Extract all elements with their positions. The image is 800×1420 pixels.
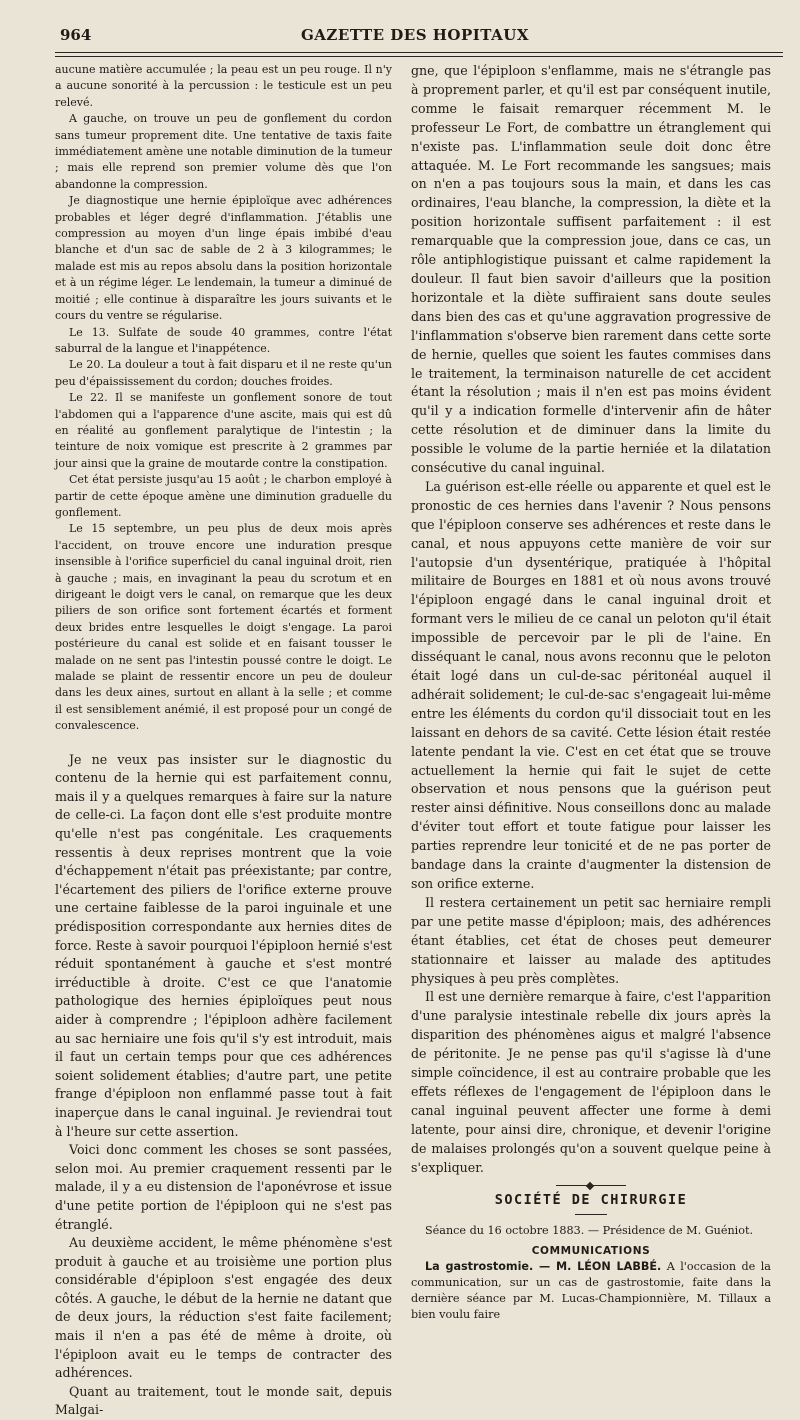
- commentary-paragraph: La guérison est-elle réelle ou apparente et quel est le pronostic de ces hernies dans l'avenir ? Nous pensons que l'épiploon conserve ses adhérences et reste dans le canal, et nous appuyons cette manière de voir sur l'autopsie d'un dysentérique, pratiquée à l'hôpital militaire de Bourges en 1881 et où nous avons trouvé l'épiploon engagé dans le canal inguinal droit et formant vers le milieu de ce canal un peloton qu'il était impossible de percevoir par le pli de l'aine. En disséquant le canal, nous avons reconnu que le peloton était logé dans un cul-de-sac péritonéal auquel il adhérait solidement; le cul-de-sac s'engageait lui-même entre les éléments du cordon qu'il dissociait tout en les laissant en dehors de sa cavité. Cette lésion était restée latente pendant la vie. C'est en cet état que se trouve actuellement la hernie qui fait le sujet de cette observation et nous pensons que la guérison peut rester ainsi définitive. Nous conseillons donc au malade d'éviter tout effort et toute fatigue pour laisser les parties reprendre leur tonicité et de ne pas porter de bandage dans la crainte d'augmenter la distension de son orifice externe.: [411, 478, 771, 891]
- communications-heading: COMMUNICATIONS: [531, 1245, 651, 1258]
- running-title: GAZETTE DES HOPITAUX: [300, 26, 529, 44]
- case-paragraph: Je diagnostique une hernie épiploïque avec adhérences probables et léger degré d'inflammation. J'établis une compression au moyen d'un linge épais imbibé d'eau blanche et d'un sac de sable de 2 à 3 kilogrammes; le malade est mis au repos absolu dans la position horizontale et à un régime léger. Le lendemain, la tumeur a diminué de moitié ; elle continue à disparaître les jours suivants et le cours du ventre se régularise.: [55, 194, 392, 323]
- header-rule-top: [55, 52, 783, 53]
- case-paragraph: Cet état persiste jusqu'au 15 août ; le charbon employé à partir de cette époque amène une diminution graduelle du gonflement.: [55, 473, 392, 519]
- commentary-paragraph: Il restera certainement un petit sac herniaire rempli par une petite masse d'épiploon; mais, des adhérences étant établies, cet état de choses peut demeurer stationnaire et laisser au malade des aptitudes physiques à peu près complètes.: [411, 894, 771, 986]
- case-paragraph: aucune matière accumulée ; la peau est un peu rouge. Il n'y a aucune sonorité à la percussion : le testicule est un peu relevé.: [55, 63, 392, 109]
- society-title: SOCIÉTÉ DE CHIRURGIE: [494, 1192, 688, 1209]
- left-column: [55, 62, 392, 1420]
- commentary-paragraph: gne, que l'épiploon s'enflamme, mais ne s'étrangle pas à proprement parler, et qu'il est par conséquent inutile, comme le faisait remarquer récemment M. le professeur Le Fort, de combattre un étranglement qui n'existe pas. L'inflammation seule doit donc être attaquée. M. Le Fort recommande les sangsues; mais on n'en a pas toujours sous la main, et dans les cas ordinaires, l'eau blanche, la compression, la diète et la position horizontale suffisent parfaitement : il est remarquable que la compression joue, dans ce cas, un rôle antiphlogistique puissant et calme rapidement la douleur. Il faut bien savoir d'ailleurs que la position horizontale et la diète suffiraient sans doute seules dans bien des cas et qu'une aggravation progressive de l'inflammation s'observe bien rarement dans cette sorte de hernie, quelles que soient les fautes commises dans le traitement, la terminaison naturelle de cet accident étant la résolution ; mais il n'en est pas moins évident qu'il y a indication formelle d'intervenir afin de hâter cette résolution et de diminuer dans la limite du possible le volume de la partie herniée et la dilatation consécutive du canal inguinal.: [411, 63, 771, 476]
- communication-lead: La gastrostomie. — M. LÉON LABBÉ.: [425, 1260, 662, 1274]
- commentary-paragraph: Voici donc comment les choses se sont passées, selon moi. Au premier craquement ressenti par le malade, il y a eu distension de l'aponévrose et issue d'une petite portion de l'épiploon qui ne s'est pas étranglé.: [55, 1142, 392, 1232]
- commentary-paragraph: Au deuxième accident, le même phénomène s'est produit à gauche et au troisième une portion plus considérable d'épiploon s'est engagée des deux côtés. A gauche, le début de la hernie ne datant que de deux jours, la réduction s'est faite facilement; mais il n'en a pas été de même à droite, où l'épiploon avait eu le temps de contracter des adhérences.: [55, 1235, 392, 1381]
- commentary: [55, 751, 392, 1420]
- page-header: [55, 20, 775, 48]
- communication-text: A l'occasion de la communication, sur un cas de gastrostomie, faite dans la dernière séance par M. Lucas-Championnière, M. Tillaux a bien voulu faire: [411, 1260, 771, 1322]
- page-number: 964: [60, 26, 92, 44]
- header-rule-bottom: [55, 56, 783, 57]
- case-paragraph: Le 13. Sulfate de soude 40 grammes, contre l'état saburral de la langue et l'inappétence.: [55, 325, 392, 355]
- commentary-paragraph: Il est une dernière remarque à faire, c'est l'apparition d'une paralysie intestinale rebelle dix jours après la disparition des phénomènes aigus et malgré l'absence de péritonite. Je ne pense pas qu'il s'agisse là d'une simple coïncidence, il est au contraire probable que les effets réflexes de l'engagement de l'épiploon dans le canal inguinal peuvent affecter une forme à demi latente, pour ainsi dire, chronique, et devenir l'origine de malaises prolongés qu'on a souvent quelque peine à s'expliquer.: [411, 989, 771, 1175]
- commentary-continued: [411, 62, 771, 1177]
- section-separator: [556, 1185, 626, 1186]
- right-column: [411, 62, 771, 1323]
- title-rule: [575, 1214, 607, 1215]
- case-report: [55, 62, 392, 735]
- commentary-paragraph: Quant au traitement, tout le monde sait, depuis Malgai-: [55, 1383, 392, 1418]
- case-paragraph: Le 15 septembre, un peu plus de deux mois après l'accident, on trouve encore une induration presque insensible à l'orifice superficiel du canal inguinal droit, rien à gauche ; mais, en invaginant la peau du scrotum et en dirigeant le doigt vers le canal, on remarque que les deux piliers de son orifice sont fortement écartés et forment deux brides entre lesquelles le doigt s'engage. La paroi postérieure du canal est solide et en faisant tousser le malade on ne sent pas l'intestin poussé contre le doigt. Le malade se plaint de ressentir encore un peu de douleur dans les deux aines, surtout en allant à la selle ; et comme il est sensiblement anémié, il est proposé pour un congé de convalescence.: [55, 522, 392, 733]
- case-paragraph: Le 20. La douleur a tout à fait disparu et il ne reste qu'un peu d'épaississement du cordon; douches froides.: [55, 358, 392, 388]
- communication-paragraph: [411, 1259, 771, 1323]
- case-paragraph: Le 22. Il se manifeste un gonflement sonore de tout l'abdomen qui a l'apparence d'une ascite, mais qui est dû en réalité au gonflement paralytique de l'intestin ; la teinture de noix vomique est prescrite à 2 grammes par jour ainsi que la graine de moutarde contre la constipation.: [55, 391, 392, 470]
- session-line: Séance du 16 octobre 1883. — Présidence de M. Guéniot.: [425, 1224, 754, 1238]
- case-paragraph: A gauche, on trouve un peu de gonflement du cordon sans tumeur proprement dite. Une tentative de taxis faite immédiatement amène une notable diminution de la tumeur ; mais elle reprend son premier volume dès que l'on abandonne la compression.: [55, 112, 392, 191]
- commentary-paragraph: Je ne veux pas insister sur le diagnostic du contenu de la hernie qui est parfaitement connu, mais il y a quelques remarques à faire sur la nature de celle-ci. La façon dont elle s'est produite montre qu'elle n'est pas congénitale. Les craquements ressentis à deux reprises montrent que la voie d'échappement n'était pas préexistante; par contre, l'écartement des piliers de l'orifice externe prouve une certaine faiblesse de la paroi inguinale et une prédisposition correspondante aux hernies dites de force. Reste à savoir pourquoi l'épiploon hernié s'est réduit spontanément à gauche et s'est montré irréductible à droite. C'est ce que l'anatomie pathologique des hernies épiploïques peut nous aider à comprendre ; l'épiploon adhère facilement au sac herniaire une fois qu'il s'y est introduit, mais il faut un certain temps pour que ces adhérences soient solidement établies; d'autre part, une petite frange d'épiploon non enflammé passe tout à fait inaperçue dans le canal inguinal. Je reviendrai tout à l'heure sur cette assertion.: [55, 751, 392, 1139]
